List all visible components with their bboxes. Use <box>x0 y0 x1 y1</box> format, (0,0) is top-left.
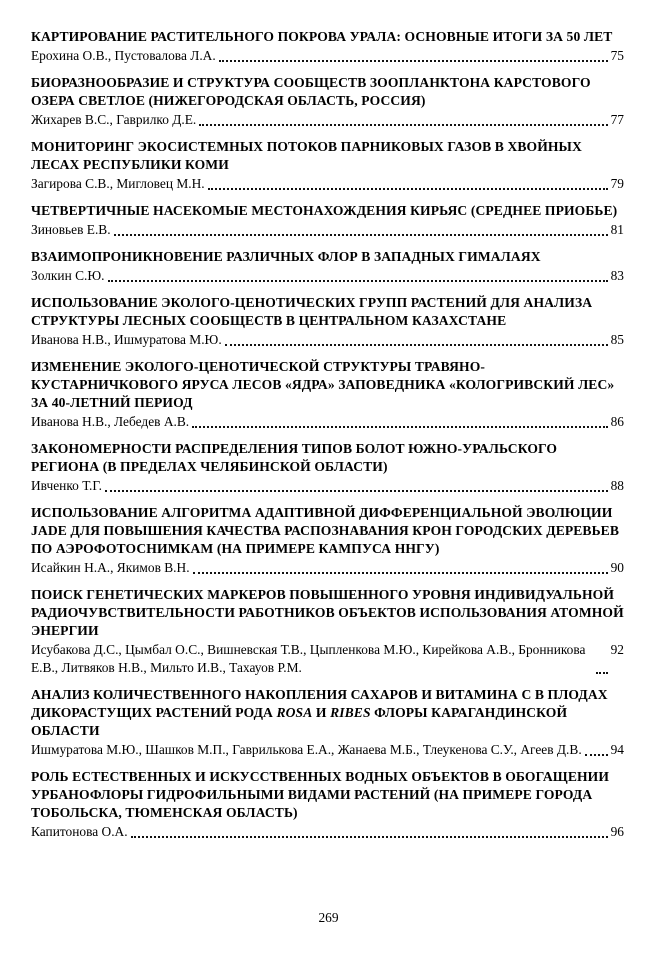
leader-dots <box>108 267 608 285</box>
leader-dots <box>199 111 607 129</box>
toc-entry <box>31 202 624 239</box>
toc-entry-authors-line <box>31 823 624 841</box>
leader-dots <box>225 331 608 349</box>
toc-entry-title <box>31 248 624 266</box>
toc-entry-authors-line <box>31 331 624 349</box>
title-text: И <box>312 704 331 720</box>
toc-entry-title <box>31 440 624 476</box>
toc-entry-title <box>31 358 624 412</box>
leader-dots <box>585 741 608 759</box>
toc-entry-page-number: 77 <box>610 112 624 128</box>
toc-entry-authors: Загирова С.В., Мигловец М.Н. <box>31 176 205 192</box>
toc-entry-authors: Жихарев В.С., Гаврилко Д.Е. <box>31 112 197 128</box>
toc-entry-authors: Исубакова Д.С., Цымбал О.С., Вишневская Т.В., Цыпленкова М.Ю., Кирейкова А.В., Бронникова Е.В., Литвяков Н.В., Мильто И.В., Тахауов Р.М. <box>31 642 586 675</box>
toc-entry-title <box>31 294 624 330</box>
toc-entry-page-number: 94 <box>610 741 624 757</box>
toc-entry-title <box>31 504 624 558</box>
toc-entry <box>31 504 624 577</box>
toc-entry-page-number: 79 <box>610 176 624 192</box>
toc-entry-title <box>31 138 624 174</box>
title-text: ЗАКОНОМЕРНОСТИ РАСПРЕДЕЛЕНИЯ ТИПОВ БОЛОТ ЮЖНО-УРАЛЬСКОГО РЕГИОНА (В ПРЕДЕЛАХ ЧЕЛЯБИНСКОЙ ОБЛАСТИ) <box>31 440 558 474</box>
toc-entry-title <box>31 686 624 740</box>
toc-entry-page-number: 90 <box>610 559 624 575</box>
toc-entry <box>31 138 624 193</box>
toc-entry-authors: Ишмуратова М.Ю., Шашков М.П., Гаврилькова Е.А., Жанаева М.Б., Тлеукенова С.У., Агеев Д.В. <box>31 741 582 757</box>
leader-dots <box>131 823 608 841</box>
leader-dots <box>192 413 607 431</box>
toc-entry <box>31 768 624 841</box>
leader-dots <box>596 641 608 677</box>
toc-entry-authors-line <box>31 641 624 677</box>
toc-entry-authors: Капитонова О.А. <box>31 823 128 839</box>
toc-entry-title <box>31 768 624 822</box>
toc-entry-authors-line <box>31 741 624 759</box>
toc-entry-page-number: 86 <box>610 413 624 429</box>
toc-entry <box>31 294 624 349</box>
toc-entry-authors-line <box>31 175 624 193</box>
title-text: КАРТИРОВАНИЕ РАСТИТЕЛЬНОГО ПОКРОВА УРАЛА: ОСНОВНЫЕ ИТОГИ ЗА 50 ЛЕТ <box>31 29 613 44</box>
toc-entry-authors: Ерохина О.В., Пустовалова Л.А. <box>31 48 216 64</box>
toc-entry <box>31 358 624 431</box>
toc-entry-page-number: 83 <box>610 267 624 283</box>
toc-entry-page-number: 75 <box>610 48 624 64</box>
title-text: ЧЕТВЕРТИЧНЫЕ НАСЕКОМЫЕ МЕСТОНАХОЖДЕНИЯ КИРЬЯС (СРЕДНЕЕ ПРИОБЬЕ) <box>31 202 618 218</box>
leader-dots <box>105 477 608 495</box>
toc-entry-authors-line <box>31 477 624 495</box>
toc-entry <box>31 28 624 65</box>
title-text: ИСПОЛЬЗОВАНИЕ АЛГОРИТМА АДАПТИВНОЙ ДИФФЕРЕНЦИАЛЬНОЙ ЭВОЛЮЦИИ JADE ДЛЯ ПОВЫШЕНИЯ КАЧЕСТВА РАСПОЗНАВАНИЯ КРОН ГОРОДСКИХ ДЕРЕВЬЕВ ПО АЭРОФОТОСНИМКАМ (НА ПРИМЕРЕ КАМПУСА ННГУ) <box>31 504 620 556</box>
toc-entry-authors-line <box>31 47 624 65</box>
title-text: РОЛЬ ЕСТЕСТВЕННЫХ И ИСКУССТВЕННЫХ ВОДНЫХ ОБЪЕКТОВ В ОБОГАЩЕНИИ УРБАНОФЛОРЫ ГИДРОФИЛЬНЫМИ ВИДАМИ РАСТЕНИЙ (НА ПРИМЕРЕ ГОРОДА ТОБОЛЬСКА, ТЮМЕНСКАЯ ОБЛАСТЬ) <box>31 768 610 820</box>
toc-entry <box>31 586 624 677</box>
italic-taxon-name: ROSA <box>276 704 313 720</box>
toc-entry-list <box>31 28 624 841</box>
toc-entry <box>31 440 624 495</box>
italic-taxon-name: RIBES <box>330 704 371 720</box>
toc-entry-authors-line <box>31 111 624 129</box>
toc-entry <box>31 74 624 129</box>
toc-entry-title <box>31 28 624 46</box>
toc-entry-page-number: 81 <box>610 221 624 237</box>
toc-entry-authors: Иванова Н.В., Лебедев А.В. <box>31 413 190 429</box>
title-text: ИЗМЕНЕНИЕ ЭКОЛОГО-ЦЕНОТИЧЕСКОЙ СТРУКТУРЫ ТРАВЯНО-КУСТАРНИЧКОВОГО ЯРУСА ЛЕСОВ «ЯДРА» ЗАПОВЕДНИКА «КОЛОГРИВСКИЙ ЛЕС» ЗА 40-ЛЕТНИЙ ПЕРИОД <box>31 358 615 410</box>
title-text: ИСПОЛЬЗОВАНИЕ ЭКОЛОГО-ЦЕНОТИЧЕСКИХ ГРУПП РАСТЕНИЙ ДЛЯ АНАЛИЗА СТРУКТУРЫ ЛЕСНЫХ СООБЩЕСТВ В ЦЕНТРАЛЬНОМ КАЗАХСТАНЕ <box>31 294 593 328</box>
toc-entry-authors: Иванова Н.В., Ишмуратова М.Ю. <box>31 331 222 347</box>
toc-entry-authors-line <box>31 267 624 285</box>
toc-entry-page-number: 92 <box>610 642 624 658</box>
title-text: ПОИСК ГЕНЕТИЧЕСКИХ МАРКЕРОВ ПОВЫШЕННОГО УРОВНЯ ИНДИВИДУАЛЬНОЙ РАДИОЧУВСТВИТЕЛЬНОСТИ РАБОТНИКОВ ОБЪЕКТОВ ИСПОЛЬЗОВАНИЯ АТОМНОЙ ЭНЕРГИИ <box>31 586 624 638</box>
leader-dots <box>219 47 608 65</box>
toc-entry-authors-line <box>31 221 624 239</box>
toc-entry-authors-line <box>31 559 624 577</box>
toc-entry-authors-line <box>31 413 624 431</box>
title-text: АНАЛИЗ КОЛИЧЕСТВЕННОГО НАКОПЛЕНИЯ САХАРОВ И ВИТАМИНА С В ПЛОДАХ ДИКОРАСТУЩИХ РАСТЕНИЙ РОДА <box>31 686 608 720</box>
title-text: ФЛОРЫ КАРАГАНДИНСКОЙ ОБЛАСТИ <box>31 704 568 738</box>
title-text: МОНИТОРИНГ ЭКОСИСТЕМНЫХ ПОТОКОВ ПАРНИКОВЫХ ГАЗОВ В ХВОЙНЫХ ЛЕСАХ РЕСПУБЛИКИ КОМИ <box>31 138 582 172</box>
title-text: ВЗАИМОПРОНИКНОВЕНИЕ РАЗЛИЧНЫХ ФЛОР В ЗАПАДНЫХ ГИМАЛАЯХ <box>31 248 541 264</box>
toc-entry-page-number: 88 <box>610 477 624 493</box>
page-number: 269 <box>318 910 339 925</box>
toc-entry-authors: Золкин С.Ю. <box>31 267 105 283</box>
toc-entry-authors: Исайкин Н.А., Якимов В.Н. <box>31 559 190 575</box>
toc-entry-page-number: 96 <box>610 823 624 839</box>
leader-dots <box>193 559 608 577</box>
toc-entry-title <box>31 74 624 110</box>
toc-entry <box>31 686 624 759</box>
toc-entry-title <box>31 586 624 640</box>
toc-entry-authors: Зиновьев Е.В. <box>31 221 111 237</box>
leader-dots <box>114 221 608 239</box>
toc-entry-authors: Ивченко Т.Г. <box>31 477 102 493</box>
toc-entry-page-number: 85 <box>610 331 624 347</box>
toc-entry <box>31 248 624 285</box>
leader-dots <box>208 175 608 193</box>
title-text: БИОРАЗНООБРАЗИЕ И СТРУКТУРА СООБЩЕСТВ ЗООПЛАНКТОНА КАРСТОВОГО ОЗЕРА СВЕТЛОЕ (НИЖЕГОРОДСКАЯ ОБЛАСТЬ, РОССИЯ) <box>31 74 591 108</box>
toc-entry-title <box>31 202 624 220</box>
